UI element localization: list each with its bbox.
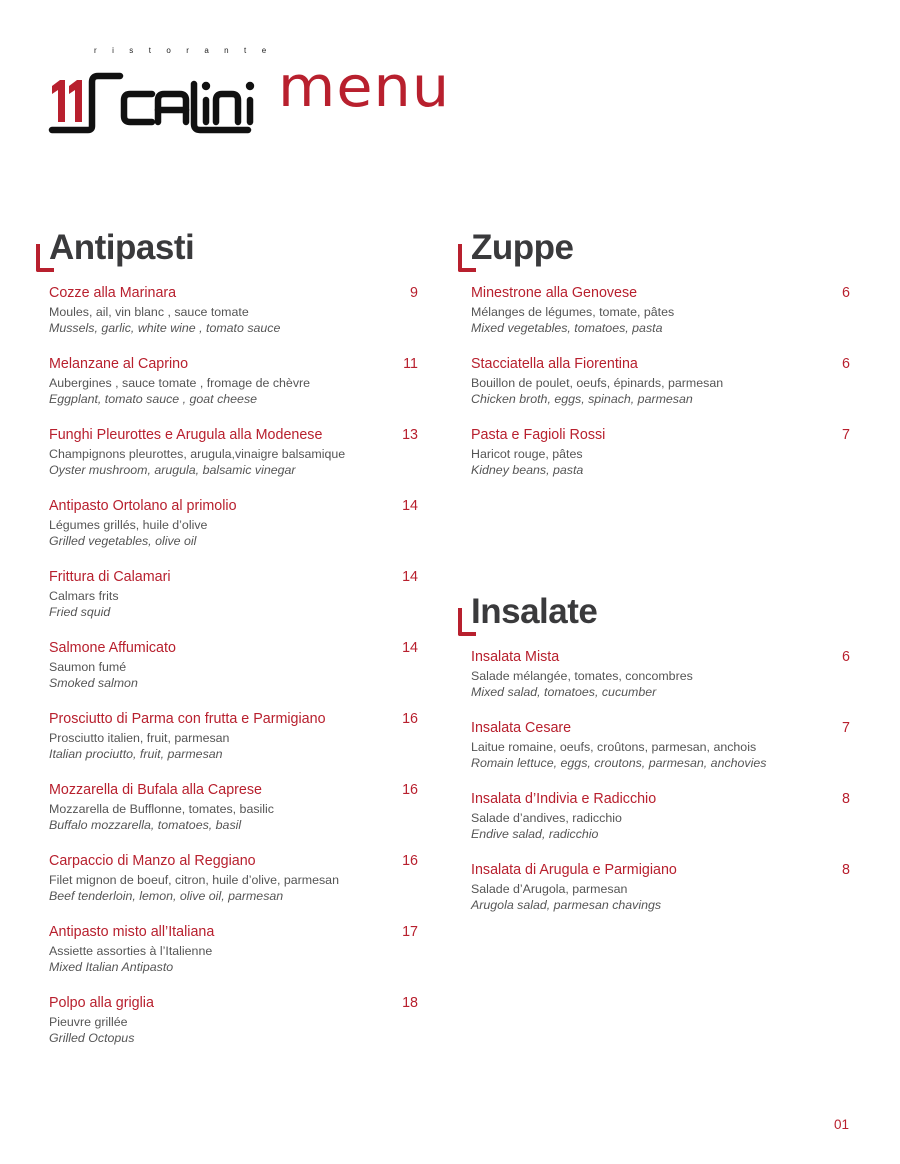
logo-menu-word: menu: [278, 55, 451, 120]
item-name: Frittura di Calamari: [49, 569, 171, 585]
item-description-en: Buffalo mozzarella, tomatoes, basil: [49, 818, 242, 832]
item-description-en: Smoked salmon: [49, 676, 138, 690]
item-description-en: Italian prociutto, fruit, parmesan: [49, 747, 223, 761]
menu-item: [36, 355, 418, 407]
item-price: 13: [402, 427, 418, 443]
item-price: 11: [403, 356, 418, 372]
item-price: 6: [842, 285, 850, 301]
menu-item: [458, 790, 850, 842]
menu-item: [36, 852, 418, 904]
item-name: Cozze alla Marinara: [49, 285, 177, 301]
menu-item: [458, 284, 850, 336]
item-description-en: Chicken broth, eggs, spinach, parmesan: [471, 392, 693, 406]
item-description-fr: Pieuvre grillée: [49, 1015, 128, 1029]
item-description-en: Grilled vegetables, olive oil: [49, 534, 197, 548]
item-price: 16: [402, 782, 418, 798]
item-price: 8: [842, 862, 850, 878]
item-description-fr: Salade d’Arugola, parmesan: [471, 882, 628, 896]
page-number: 01: [834, 1117, 850, 1132]
menu-item: [458, 861, 850, 913]
item-name: Minestrone alla Genovese: [471, 285, 638, 301]
item-price: 7: [842, 720, 850, 736]
item-description-fr: Aubergines , sauce tomate , fromage de chèvre: [49, 376, 311, 390]
item-description-en: Mussels, garlic, white wine , tomato sauce: [49, 321, 281, 335]
menu-item: [36, 284, 418, 336]
item-description-fr: Légumes grillés, huile d’olive: [49, 518, 208, 532]
item-price: 14: [402, 640, 418, 656]
item-price: 9: [410, 285, 418, 301]
item-name: Insalata di Arugula e Parmigiano: [471, 862, 677, 878]
item-description-en: Endive salad, radicchio: [471, 827, 599, 841]
item-price: 14: [402, 569, 418, 585]
right-column: [458, 228, 850, 948]
item-name: Insalata Cesare: [471, 720, 572, 736]
item-description-fr: Laitue romaine, oeufs, croûtons, parmesan, anchois: [471, 740, 757, 754]
section-zuppe: [458, 228, 850, 478]
item-description-fr: Mélanges de légumes, tomate, pâtes: [471, 305, 675, 319]
section-title: Insalate: [471, 592, 598, 631]
item-description-en: Grilled Octopus: [49, 1031, 135, 1045]
item-name: Mozzarella di Bufala alla Caprese: [49, 782, 262, 798]
section-title: Antipasti: [49, 228, 195, 267]
menu-item: [36, 710, 418, 762]
item-price: 16: [402, 853, 418, 869]
item-name: Prosciutto di Parma con frutta e Parmigiano: [49, 711, 326, 727]
item-name: Pasta e Fagioli Rossi: [471, 427, 606, 443]
item-description-en: Mixed vegetables, tomatoes, pasta: [471, 321, 663, 335]
item-description-en: Mixed salad, tomatoes, cucumber: [471, 685, 657, 699]
item-price: 14: [402, 498, 418, 514]
item-description-en: Eggplant, tomato sauce , goat cheese: [49, 392, 258, 406]
menu-item: [36, 568, 418, 620]
item-name: Antipasto Ortolano al primolio: [49, 498, 237, 514]
item-name: Insalata Mista: [471, 649, 560, 665]
item-description-fr: Champignons pleurottes, arugula,vinaigre balsamique: [49, 447, 346, 461]
menu-item: [458, 426, 850, 478]
item-description-en: Fried squid: [49, 605, 111, 619]
item-description-fr: Salade d’andives, radicchio: [471, 811, 622, 825]
left-column: [36, 228, 418, 1065]
menu-item: [36, 994, 418, 1046]
restaurant-logo: [48, 46, 451, 136]
scalini-logo-mark-icon: [48, 60, 280, 136]
item-description-fr: Prosciutto italien, fruit, parmesan: [49, 731, 230, 745]
item-name: Melanzane al Caprino: [49, 356, 189, 372]
item-name: Carpaccio di Manzo al Reggiano: [49, 853, 256, 869]
menu-item: [36, 781, 418, 833]
item-price: 18: [402, 995, 418, 1011]
item-name: Stacciatella alla Fiorentina: [471, 356, 638, 372]
item-description-en: Beef tenderloin, lemon, olive oil, parmesan: [49, 889, 284, 903]
logo-tagline: r i s t o r a n t e: [94, 46, 273, 55]
item-name: Polpo alla griglia: [49, 995, 154, 1011]
menu-item: [36, 923, 418, 975]
item-description-fr: Mozzarella de Bufflonne, tomates, basilic: [49, 802, 274, 816]
item-price: 7: [842, 427, 850, 443]
section-title: Zuppe: [471, 228, 574, 267]
item-description-fr: Haricot rouge, pâtes: [471, 447, 583, 461]
item-price: 17: [402, 924, 418, 940]
section-header: [458, 228, 850, 284]
item-price: 8: [842, 791, 850, 807]
item-description-en: Arugola salad, parmesan chavings: [471, 898, 662, 912]
menu-item: [458, 648, 850, 700]
menu-item: [36, 426, 418, 478]
section-insalate: [458, 592, 850, 932]
item-name: Antipasto misto all’Italiana: [49, 924, 215, 940]
item-description-fr: Calmars frits: [49, 589, 119, 603]
item-price: 6: [842, 356, 850, 372]
item-price: 16: [402, 711, 418, 727]
item-description-fr: Moules, ail, vin blanc , sauce tomate: [49, 305, 249, 319]
item-description-en: Kidney beans, pasta: [471, 463, 584, 477]
item-description-en: Romain lettuce, eggs, croutons, parmesan, anchovies: [471, 756, 767, 770]
item-name: Salmone Affumicato: [49, 640, 176, 656]
item-name: Funghi Pleurottes e Arugula alla Modenese: [49, 427, 323, 443]
menu-item: [36, 497, 418, 549]
menu-item: [36, 639, 418, 691]
section-header: [458, 592, 850, 648]
item-description-fr: Salade mélangée, tomates, concombres: [471, 669, 693, 683]
item-description-en: Mixed Italian Antipasto: [49, 960, 174, 974]
item-price: 6: [842, 649, 850, 665]
item-description-en: Oyster mushroom, arugula, balsamic vinegar: [49, 463, 296, 477]
section-header: [36, 228, 418, 284]
menu-item: [458, 355, 850, 407]
item-description-fr: Filet mignon de boeuf, citron, huile d’olive, parmesan: [49, 873, 339, 887]
menu-item: [458, 719, 850, 771]
item-name: Insalata d’Indivia e Radicchio: [471, 791, 657, 807]
item-description-fr: Bouillon de poulet, oeufs, épinards, parmesan: [471, 376, 724, 390]
item-description-fr: Saumon fumé: [49, 660, 127, 674]
item-description-fr: Assiette assorties à l’Italienne: [49, 944, 213, 958]
section-antipasti: [36, 228, 418, 1046]
